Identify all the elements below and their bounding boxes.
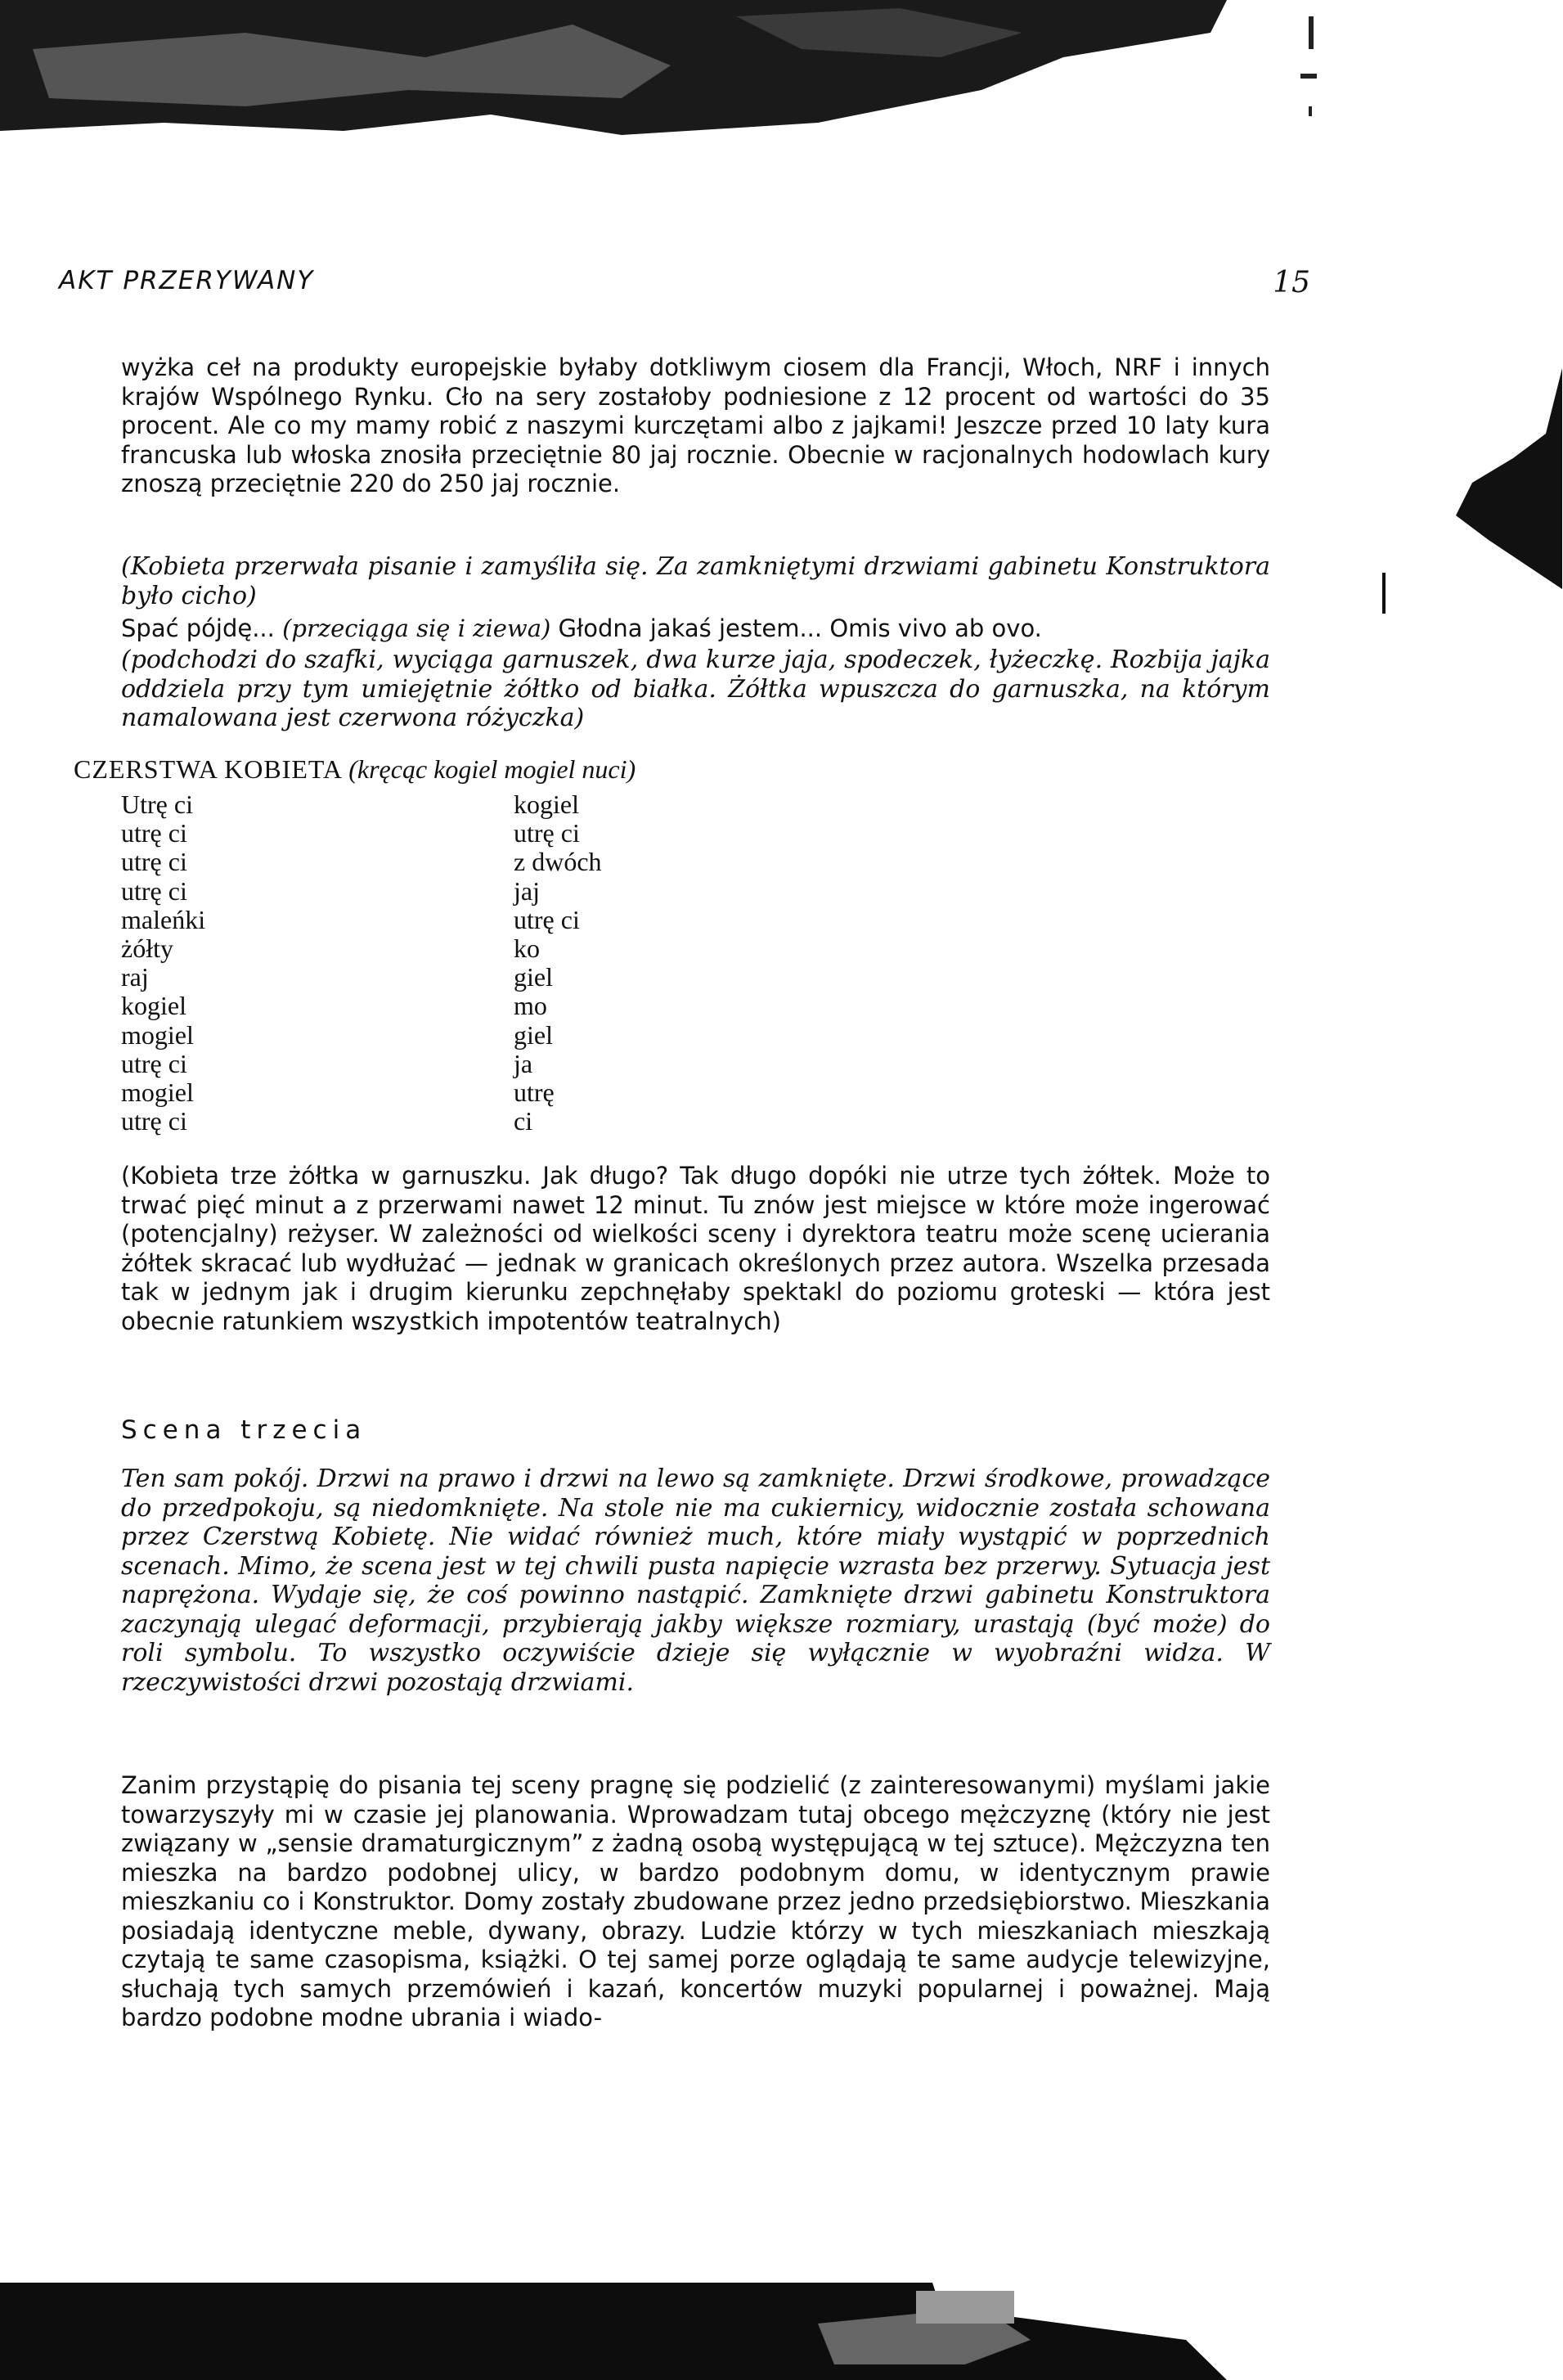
speech-1-tail: Głodna jakaś jestem... Omis vivo ab ovo. [550,614,1042,642]
speech-1 [121,614,1270,644]
intro-paragraph: wyżka ceł na produkty europejskie byłaby dotkliwym ciosem dla Francji, Włoch, NRF i innych krajów Wspólnego Rynku. Cło na sery zostałoby podniesione z 12 procent od wartości do 35 procent. Ale co my mamy robić z naszymi kurczętami albo z jajkami! Jeszcze przed 10 laty kura francuska lub włoska znosiła przeciętnie 80 jaj rocznie. Obecnie w racjonalnych hodowlach kury znoszą przeciętnie 220 do 250 jaj rocznie. [121,353,1270,497]
margin-blot [1439,368,1563,589]
song-line: giel [514,962,553,992]
song-line: żółty [121,934,173,964]
song-line: utrę ci [121,847,187,877]
scan-noise-top [0,0,1563,139]
stage-direction-1: (Kobieta przerwała pisanie i zamyśliła się. Za zamkniętymi drzwiami gabinetu Konstruktora było cicho) [121,552,1270,610]
song-line: utrę ci [514,818,580,848]
song-line: maleńki [121,904,206,934]
song-line: Utrę ci [121,790,193,819]
stage-direction-2: (podchodzi do szafki, wyciąga garnuszek, dwa kurze jaja, spodeczek, łyżeczkę. Rozbija jajka oddziela przy tym umiejętnie żółtko od białka. Żółtka wpuszcza do garnuszka, na którym namalowana jest czerwona różyczka) [121,646,1270,732]
speech-1-text: Spać pójdę... [121,614,283,642]
song-line: kogiel [514,790,579,819]
paragraph-3: Zanim przystąpię do pisania tej sceny pragnę się podzielić (z zainteresowanymi) myślami jakie towarzyszyły mi w czasie jej planowania. Wprowadzam tutaj obcego mężczyznę (który nie jest związany w „sensie dramaturgicznym” z żadną osobą występującą w tej sztuce). Mężczyzna ten mieszka na bardzo podobnej ulicy, w bardzo podobnym domu, w identycznym prawie mieszkaniu co i Konstruktor. Domy zostały zbudowane przez jedno przedsiębiorstwo. Mieszkania posiadają identyczne meble, dywany, obrazy. Ludzie którzy w tych mieszkaniach mieszkają czytają te same czasopisma, książki. O tej samej porze oglądają te same audycje telewizyjne, słuchają tych samych przemówień i kazań, koncertów muzyki popularnej i poważnej. Mają bardzo podobne modne ubrania i wiado- [121,1771,1270,2031]
song-line: ci [514,1106,533,1136]
running-title: AKT PRZERYWANY [59,266,315,295]
speaker-direction: (kręcąc kogiel mogiel nuci) [348,754,636,784]
song-line: jaj [514,875,540,906]
song-line: ko [514,934,540,964]
paragraph-2: (Kobieta trze żółtka w garnuszku. Jak długo? Tak długo dopóki nie utrze tych żółtek. Może to trwać pięć minut a z przerwami nawet 12 minut. Tu znów jest miejsce w które może ingerować (potencjalny) reżyser. W zależności od wielkości sceny i dyrektora teatru może scenę ucierania żółtek skracać lub wydłużać — jednak w granicach określonych przez autora. Wszelka przesada tak w jednym jak i drugim kierunku zepchnęłaby spektakl do poziomu groteski — która jest obecnie ratunkiem wszystkich impotentów teatralnych) [121,1162,1270,1335]
song-line: utrę ci [121,1106,187,1136]
scan-noise-bottom [0,2274,1563,2380]
page-number: 15 [1273,266,1310,299]
song-column-left [121,790,205,1136]
scene-description: Ten sam pokój. Drzwi na prawo i drzwi na lewo są zamknięte. Drzwi środkowe, prowadzące do przedpokoju, są niedomknięte. Na stole nie ma cukiernicy, widocznie została schowana przez Czerstwą Kobietę. Nie widać również much, które miały wystąpić w poprzednich scenach. Mimo, że scena jest w tej chwili pusta napięcie wzrasta bez przerwy. Sytuacja jest naprężona. Wydaje się, że coś powinno nastąpić. Zamknięte drzwi gabinetu Konstruktora zaczynają ulegać deformacji, przybierają jakby większe rozmiary, urastają (być może) do roli symbolu. To wszystko oczywiście dzieje się wyłącznie w wyobraźni widza. W rzeczywistości drzwi pozostają drzwiami. [121,1464,1270,1697]
song-line: mogiel [121,1019,194,1050]
speaker-name: CZERSTWA KOBIETA [74,754,349,784]
song-column-right [514,790,602,1136]
scene-title: Scena trzecia [121,1415,367,1445]
song-line: utrę ci [121,1048,187,1078]
song-line: raj [121,962,149,992]
song-line: mo [514,991,547,1021]
song-line: ja [514,1048,533,1078]
speaker-line [74,754,636,785]
song-line: utrę ci [121,818,187,848]
song-line: utrę ci [121,875,187,906]
song-line: z dwóch [514,847,602,877]
song-line: utrę ci [514,904,580,934]
page-header [59,266,1310,307]
speech-1-direction: (przeciąga się i ziewa) [282,614,551,642]
song-line: utrę [514,1078,555,1108]
song-line: mogiel [121,1078,194,1108]
song-line: kogiel [121,991,186,1021]
margin-mark-right [1382,573,1386,614]
song-line: giel [514,1019,553,1050]
